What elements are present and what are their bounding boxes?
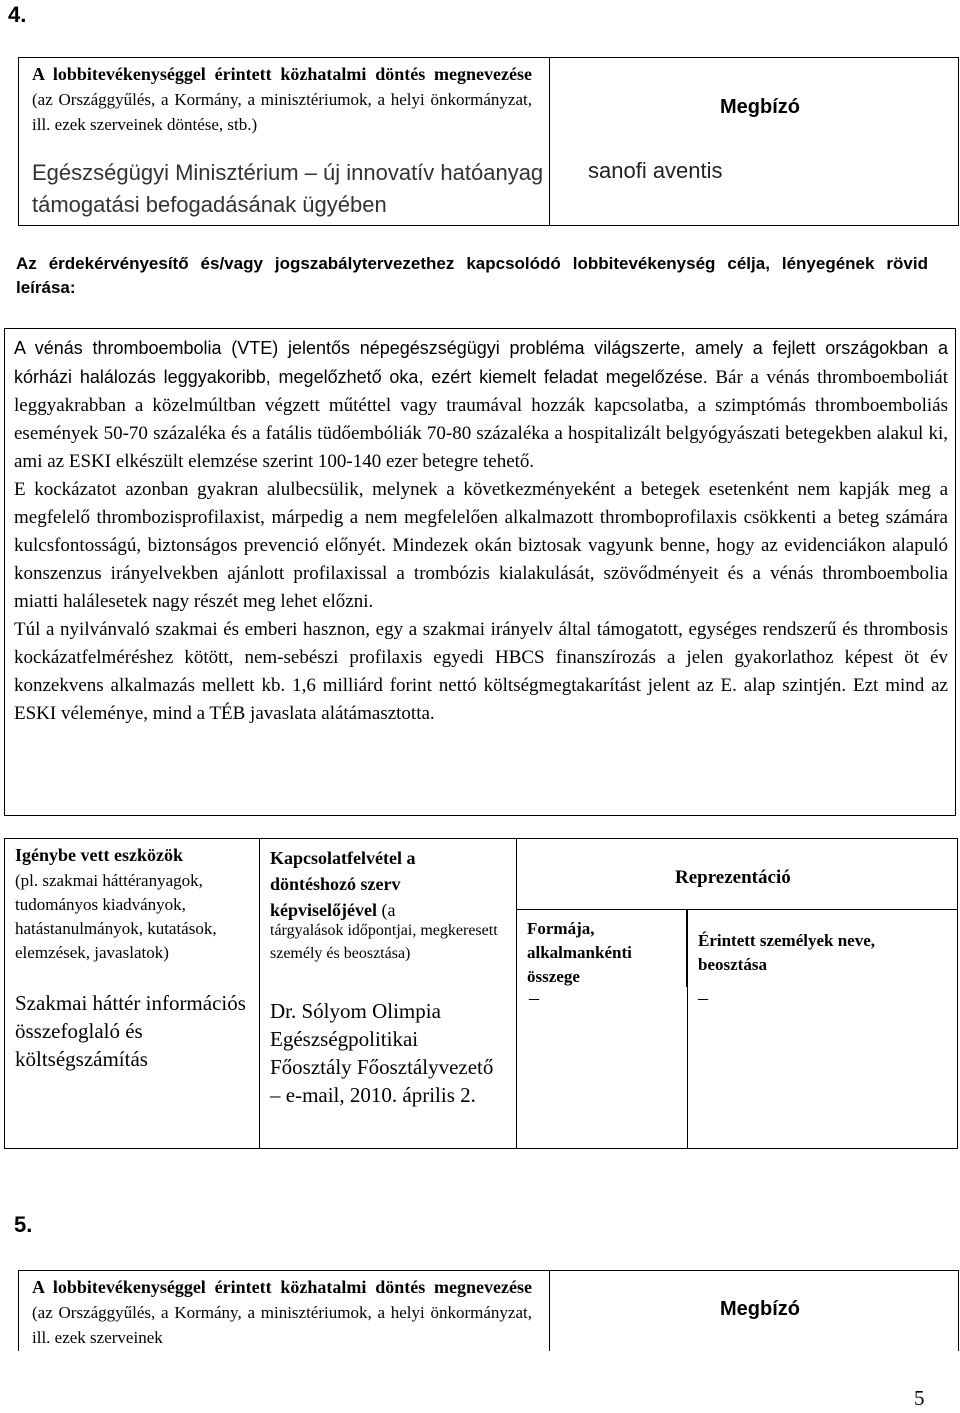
contact-heading: Kapcsolatfelvétel a döntéshozó szerv képviselőjével	[270, 848, 416, 920]
contact-heading-tail: (a	[376, 900, 396, 920]
decision-cell-5	[19, 1271, 550, 1352]
decision-header-table	[18, 57, 959, 226]
purpose-text	[14, 334, 948, 728]
purpose-p3: Túl a nyilvánvaló szakmai és emberi hasznon, egy a szakmai irányelv által támogatott, egységes rendszerű és thrombosis kockázatfelméréshez kötött, nem-sebészi profilaxis egyedi HBCS finanszírozás a jelen gyakorlathoz képest öt év konzekvens alkalmazás mellett kb. 1,6 milliárd forint nettó költségmegtakarítást jelent az E. alap szintjén. Ezt mind az ESKI véleménye, mind a TÉB javaslata alátámasztotta.	[14, 619, 948, 724]
purpose-p1: A vénás thromboembolia (VTE) jelentős népegészségügyi probléma világszerte, amely a fejlett országokban a kórházi halálozás leggyakoribb, megelőzhető oka, ezért kiemelt feladat megelőzése.	[14, 338, 948, 387]
purpose-heading: Az érdekérvényesítő és/vagy jogszabálytervezethez kapcsolódó lobbitevékenység célja, lényegének rövid leírása:	[16, 254, 928, 297]
rep-form-cell	[517, 909, 688, 1149]
rep-form-heading: Formája, alkalmankénti összege	[527, 919, 632, 986]
representation-header-cell	[517, 839, 958, 910]
decision-label-bold-5: A lobbitevékenységgel érintett közhatalmi döntés megnevezése	[32, 1277, 532, 1297]
section-number: 4.	[8, 2, 27, 27]
tools-value: Szakmai háttér információs összefoglaló és költségszámítás	[15, 991, 246, 1071]
purpose-p1b: Bár a vénás thromboemboliát leggyakrabban a közelmúltban végzett műtéttel vagy traumával hozzák kapcsolatba, a szimptómás thromboemboliás események 50-70 százaléka és a fatális tüdőembóliák 70-80 százaléka a hospitalizált belgyógyászati betegekben alakul ki, ami az ESKI elkészült elemzése szerint 100-140 ezer betegre tehető.	[14, 367, 948, 472]
tools-table	[4, 838, 958, 1149]
decision-header-table-5	[18, 1270, 959, 1351]
decision-label-rest-5: (az Országgyűlés, a Kormány, a minisztériumok, a helyi önkormányzat, ill. ezek szerveinek	[32, 1303, 532, 1347]
tools-cell	[5, 839, 260, 1149]
client-label: Megbízó	[720, 96, 800, 118]
decision-cell	[19, 58, 550, 226]
contact-value: Dr. Sólyom Olimpia Egészségpolitikai Főosztály Főosztályvezető – e-mail, 2010. április 2.	[270, 999, 494, 1107]
section-number-5: 5.	[14, 1212, 33, 1237]
decision-label-5	[32, 1275, 532, 1350]
contact-cell	[260, 839, 517, 1149]
page-number: 5	[914, 1386, 925, 1410]
client-cell	[550, 58, 959, 226]
decision-label-bold: A lobbitevékenységgel érintett közhatalmi döntés megnevezése	[32, 64, 532, 84]
representation-heading: Reprezentáció	[675, 867, 791, 888]
decision-label-rest: (az Országgyűlés, a Kormány, a minisztériumok, a helyi önkormányzat, ill. ezek szerveinek döntése, stb.)	[32, 90, 532, 134]
client-label-5: Megbízó	[720, 1298, 800, 1320]
tools-subheading: (pl. szakmai háttéranyagok, tudományos kiadványok, hatástanulmányok, kutatások, elemzések, javaslatok)	[15, 871, 217, 962]
client-name: sanofi aventis	[588, 158, 723, 183]
rep-persons-heading: Érintett személyek neve, beosztása	[698, 931, 876, 974]
purpose-p2: E kockázatot azonban gyakran alulbecsülik, melynek a következményeként a betegek esetenként nem kapják meg a megfelelő thrombozisprofilaxist, márpedig a nem megfelelően alkalmazott thromboprofilaxis csökkenti a beteg számára kulcsfontosságú, biztonságos prevenció előnyét. Mindezek okán biztosak vagyunk benne, hogy az evidenciákon alapuló konszenzus irányelvekben ajánlott profilaxissal a trombózis kialakulását, szövődményeit és a vénás thromboembolia miatti halálesetek nagy részét meg lehet előzni.	[14, 479, 948, 612]
decision-name: Egészségügyi Minisztérium – új innovatív hatóanyag támogatási befogadásának ügyében	[32, 160, 544, 217]
contact-heading-wrap	[270, 845, 490, 923]
rep-persons-value: –	[698, 987, 708, 1009]
contact-subheading: tárgyalások időpontjai, megkeresett személy és beosztása)	[270, 922, 498, 962]
decision-label	[32, 62, 532, 137]
rep-persons-cell	[688, 909, 958, 1149]
rep-form-value: –	[529, 987, 539, 1009]
tools-heading: Igénybe vett eszközök	[15, 845, 183, 865]
client-cell-5	[550, 1271, 959, 1352]
